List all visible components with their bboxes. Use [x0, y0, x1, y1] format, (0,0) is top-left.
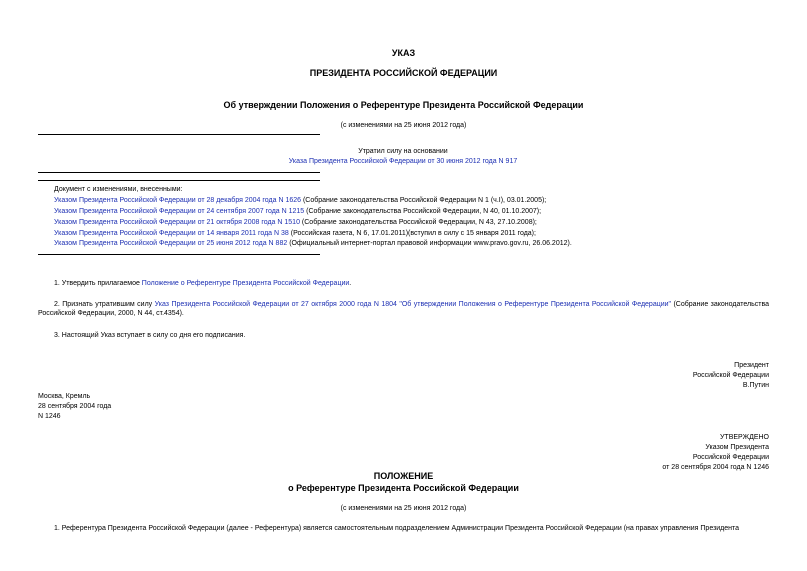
decree-heading: УКАЗ	[391, 48, 416, 58]
paragraph-3: 3. Настоящий Указ вступает в силу со дня его подписания.	[54, 332, 246, 339]
approved-by: Указом Президента	[705, 444, 769, 451]
approved-label: УТВЕРЖДЕНО	[719, 434, 769, 441]
regulation-link[interactable]: Положение о Референтуре Президента Российской Федерации	[141, 280, 350, 287]
decree-subject: Об утверждении Положения о Референтуре Президента Российской Федерации	[223, 100, 584, 110]
regulation-amend-note: (с изменениями на 25 июня 2012 года)	[340, 505, 467, 512]
divider	[38, 172, 320, 173]
amendment-link[interactable]: Указом Президента Российской Федерации от 14 января 2011 года N 38	[54, 230, 289, 237]
amendment-item: Указом Президента Российской Федерации от 25 июня 2012 года N 882 (Официальный интернет-портал правовой информации www.pravo.gov.ru, 26.06.2012).	[54, 240, 572, 247]
divider	[38, 180, 320, 181]
void-note-link[interactable]: Указа Президента Российской Федерации от 30 июня 2012 года N 917	[288, 158, 518, 165]
regulation-paragraph-1: 1. Референтура Президента Российской Федерации (далее - Референтура) является самостоятельным подразделением Администрации Президента Российской Федерации (на правах управления Президента	[54, 525, 740, 532]
regulation-title: ПОЛОЖЕНИЕ	[373, 471, 434, 481]
amendment-link[interactable]: Указом Президента Российской Федерации от 28 декабря 2004 года N 1626	[54, 197, 302, 204]
amendment-link[interactable]: Указом Президента Российской Федерации от 21 октября 2008 года N 1510	[54, 219, 300, 226]
amend-note: (с изменениями на 25 июня 2012 года)	[340, 122, 467, 129]
divider	[38, 134, 320, 135]
amendment-item: Указом Президента Российской Федерации от 14 января 2011 года N 38 (Российская газета, N 6, 17.01.2011)(вступил в силу с 15 января 2011 года);	[54, 230, 536, 237]
revoked-decree-link[interactable]: Указ Президента Российской Федерации от 27 октября 2000 года N 1804 "Об утверждении Положения о Референтуре Президента Российской Федерации"	[154, 301, 672, 308]
regulation-subtitle: о Референтуре Президента Российской Федерации	[288, 483, 519, 493]
decree-issuer: ПРЕЗИДЕНТА РОССИЙСКОЙ ФЕДЕРАЦИИ	[309, 68, 498, 78]
decree-number: N 1246	[38, 413, 61, 420]
signature-title: Президент	[734, 362, 769, 369]
signing-date: 28 сентября 2004 года	[38, 403, 112, 410]
approved-country: Российской Федерации	[692, 454, 769, 461]
void-note-label: Утратил силу на основании	[358, 148, 448, 155]
signature-name: В.Путин	[742, 382, 769, 389]
approved-date: от 28 сентября 2004 года N 1246	[662, 464, 769, 471]
amendment-item: Указом Президента Российской Федерации от 21 октября 2008 года N 1510 (Собрание законодательства Российской Федерации, N 43, 27.10.2008);	[54, 219, 537, 226]
amendments-intro: Документ с изменениями, внесенными:	[54, 186, 183, 193]
paragraph-1: 1. Утвердить прилагаемое Положение о Референтуре Президента Российской Федерации.	[54, 280, 352, 287]
amendment-link[interactable]: Указом Президента Российской Федерации от 25 июня 2012 года N 882	[54, 240, 288, 247]
amendment-item: Указом Президента Российской Федерации от 24 сентября 2007 года N 1215 (Собрание законодательства Российской Федерации, N 40, 01.10.2007);	[54, 208, 542, 215]
paragraph-2: 2. Признать утратившим силу Указ Президента Российской Федерации от 27 октября 2000 года N 1804 "Об утверждении Положения о Референтуре Президента Российской Федерации" (Собрание законодательства Российской Федерации, 2000, N 44, ст.4354).	[38, 301, 769, 317]
signature-country: Российской Федерации	[692, 372, 769, 379]
divider	[38, 254, 320, 255]
amendment-link[interactable]: Указом Президента Российской Федерации от 24 сентября 2007 года N 1215	[54, 208, 305, 215]
signing-place: Москва, Кремль	[38, 393, 91, 400]
amendment-item: Указом Президента Российской Федерации от 28 декабря 2004 года N 1626 (Собрание законодательства Российской Федерации N 1 (ч.I), 03.01.2005);	[54, 197, 547, 204]
